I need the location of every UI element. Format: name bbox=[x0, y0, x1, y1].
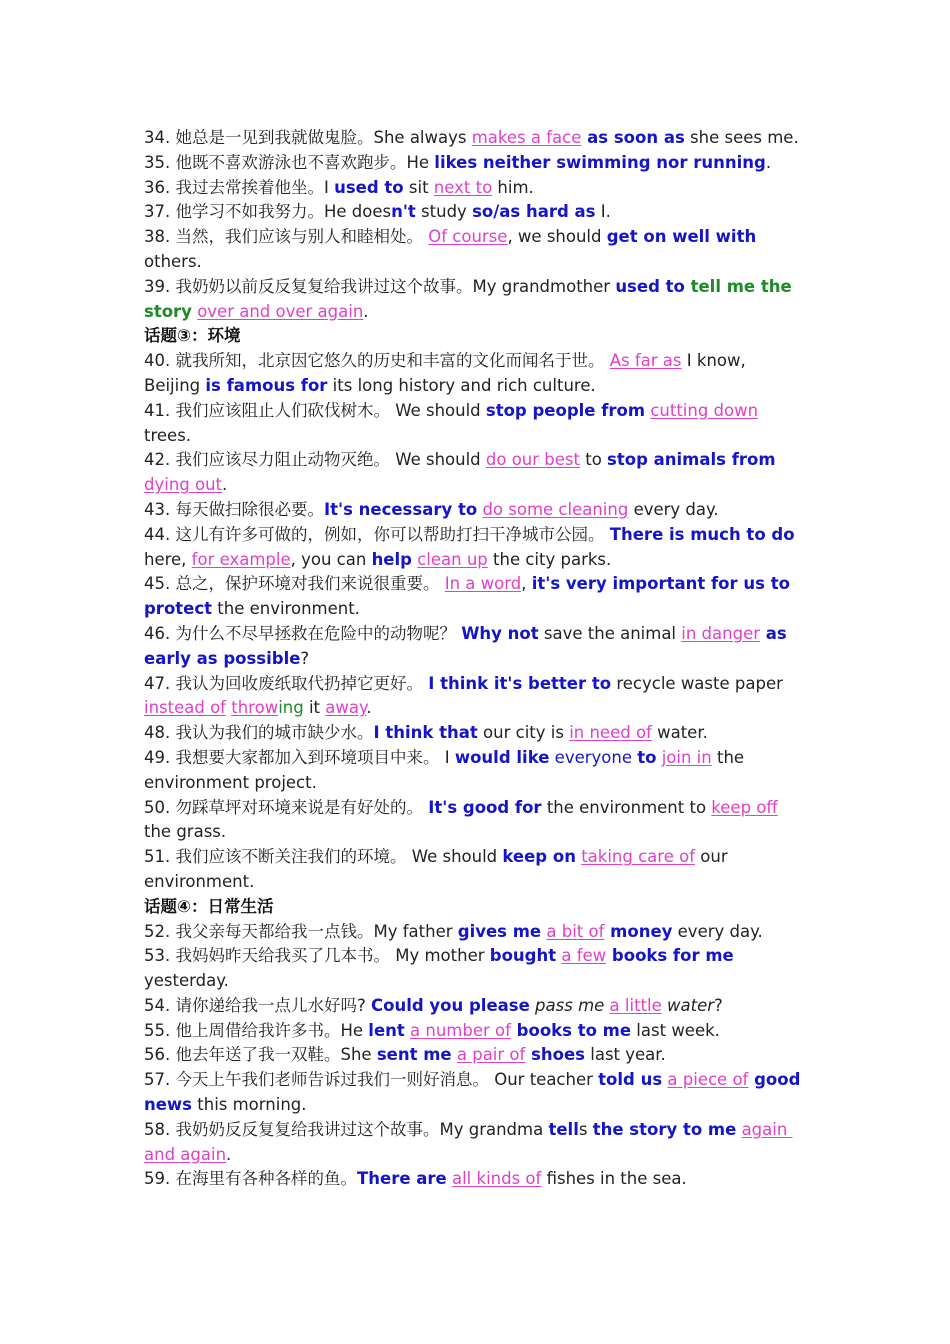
text-segment: . bbox=[226, 1144, 232, 1164]
text-segment: water bbox=[661, 995, 715, 1015]
text-segment: 58. 我奶奶反反复复给我讲过这个故事。My grandma bbox=[144, 1119, 549, 1139]
sentence-line bbox=[144, 746, 806, 796]
key-structure: gives me bbox=[457, 921, 542, 941]
text-segment: the environment to bbox=[541, 797, 712, 817]
text-segment: last week. bbox=[631, 1020, 720, 1040]
key-structure: books to me bbox=[510, 1020, 632, 1040]
phrase-highlight: keep off bbox=[711, 797, 778, 817]
phrase-highlight: in need of bbox=[569, 723, 652, 743]
text-segment: fishes in the sea. bbox=[541, 1169, 687, 1189]
text-segment: 39. 我奶奶以前反反复复给我讲过这个故事。My grandmother bbox=[144, 276, 616, 296]
sentence-line bbox=[144, 126, 806, 151]
text-segment: ? bbox=[714, 995, 723, 1015]
key-structure: sent me bbox=[376, 1045, 452, 1065]
text-segment: . bbox=[366, 698, 372, 718]
key-structure: n't bbox=[391, 202, 416, 222]
text-segment: him. bbox=[492, 177, 534, 197]
key-structure: Could you please bbox=[371, 995, 530, 1015]
phrase-highlight: a piece of bbox=[667, 1070, 749, 1090]
text-segment: 38. 当然，我们应该与别人和睦相处。 bbox=[144, 227, 429, 247]
key-structure: used to bbox=[615, 276, 685, 296]
text-segment: the city parks. bbox=[487, 549, 612, 569]
key-structure: There is much to do bbox=[609, 524, 795, 544]
text-segment: 34. 她总是一见到我就做鬼脸。She always bbox=[144, 128, 472, 147]
sentence-line bbox=[144, 1019, 806, 1044]
text-segment: 46. 为什么不尽早拯救在危险中的动物呢？ bbox=[144, 623, 462, 643]
text-segment: recycle waste paper bbox=[611, 673, 789, 693]
text-segment: 54. 请你递给我一点儿水好吗? bbox=[144, 995, 371, 1015]
text-segment: the environment. bbox=[212, 599, 360, 619]
phrase-highlight: cutting down bbox=[650, 400, 759, 420]
text-segment: to bbox=[579, 450, 608, 470]
text-segment: 52. 我父亲每天都给我一点钱。My father bbox=[144, 921, 458, 941]
key-structure: so/as hard as bbox=[472, 202, 596, 222]
text-segment: every day. bbox=[628, 499, 719, 519]
sentence-line bbox=[144, 796, 806, 846]
text-segment: 42. 我们应该尽力阻止动物灭绝。 We should bbox=[144, 450, 486, 470]
text-segment bbox=[776, 450, 781, 469]
key-structure: I think that bbox=[373, 723, 478, 743]
text-segment: our environment. bbox=[144, 847, 733, 891]
text-segment: pass me bbox=[529, 995, 610, 1015]
text-segment: 51. 我们应该不断关注我们的环境。 We should bbox=[144, 847, 503, 867]
text-segment: ing bbox=[278, 698, 304, 718]
section-heading bbox=[144, 895, 806, 920]
key-structure: used to bbox=[334, 177, 404, 197]
text-segment: 37. 他学习不如我努力。He does bbox=[144, 202, 392, 222]
phrase-highlight: all kinds of bbox=[451, 1169, 542, 1189]
key-structure: stop people from bbox=[485, 400, 646, 420]
text-segment: the environment project. bbox=[144, 747, 750, 792]
sentence-line bbox=[144, 1118, 806, 1168]
text-segment: yesterday. bbox=[144, 946, 739, 991]
phrase-highlight: a pair of bbox=[456, 1045, 526, 1065]
sentence-line bbox=[144, 994, 806, 1019]
sentence-line bbox=[144, 225, 806, 275]
key-structure: tell me the story bbox=[144, 276, 798, 321]
key-structure: It's good for bbox=[428, 797, 542, 817]
sentence-line bbox=[144, 448, 806, 498]
phrase-highlight: in danger bbox=[681, 623, 761, 643]
key-structure: stop animals from bbox=[607, 450, 776, 470]
sentence-line bbox=[144, 845, 806, 895]
text-segment: 话题④：日常生活 bbox=[144, 896, 274, 916]
key-structure: Why not bbox=[461, 623, 539, 643]
sentence-line bbox=[144, 920, 806, 945]
phrase-highlight: a little bbox=[609, 995, 662, 1015]
text-segment: I. bbox=[595, 202, 611, 222]
phrase-highlight: Of course bbox=[428, 227, 508, 247]
text-segment: last year. bbox=[585, 1045, 666, 1065]
key-structure: I think it's better to bbox=[428, 673, 612, 693]
sentence-line bbox=[144, 349, 806, 399]
key-structure: keep on bbox=[502, 847, 576, 867]
text-segment: this morning. bbox=[192, 1095, 307, 1115]
text-segment: 49. 我想要大家都加入到环境项目中来。 I bbox=[144, 747, 455, 767]
text-segment: 48. 我认为我们的城市缺少水。 bbox=[144, 723, 374, 743]
phrase-highlight: dying out bbox=[144, 475, 223, 495]
key-structure: help bbox=[371, 549, 412, 569]
key-structure: shoes bbox=[525, 1045, 585, 1065]
sentence-line bbox=[144, 151, 806, 176]
text-segment: it bbox=[303, 698, 326, 718]
phrase-highlight: away bbox=[325, 698, 367, 718]
sentence-line bbox=[144, 721, 806, 746]
text-segment: 45. 总之，保护环境对我们来说很重要。 bbox=[144, 574, 445, 594]
sentence-line bbox=[144, 944, 806, 994]
text-segment: trees. bbox=[144, 400, 764, 445]
text-segment: 47. 我认为回收废纸取代扔掉它更好。 bbox=[144, 673, 429, 693]
key-structure: tell bbox=[548, 1119, 579, 1139]
text-segment: our city is bbox=[477, 723, 570, 743]
text-segment: every day. bbox=[672, 921, 763, 941]
text-segment: 41. 我们应该阻止人们砍伐树木。 We should bbox=[144, 400, 486, 420]
phrase-highlight: again and again bbox=[144, 1119, 793, 1164]
text-segment: 56. 他去年送了我一双鞋。She bbox=[144, 1045, 377, 1065]
key-structure: would like bbox=[454, 747, 550, 767]
sentence-line bbox=[144, 523, 806, 573]
text-segment: 55. 他上周借给我许多书。He bbox=[144, 1020, 369, 1040]
phrase-highlight: do some cleaning bbox=[482, 499, 629, 519]
phrase-highlight: a bit of bbox=[546, 921, 605, 941]
key-structure: money bbox=[604, 921, 673, 941]
sentence-line bbox=[144, 1167, 806, 1192]
phrase-highlight: clean up bbox=[417, 549, 488, 569]
section-heading bbox=[144, 324, 806, 349]
phrase-highlight: a number of bbox=[410, 1020, 511, 1040]
text-segment: others. bbox=[144, 227, 762, 271]
text-segment: ? bbox=[300, 648, 310, 668]
text-segment: water. bbox=[651, 723, 708, 743]
text-segment: 35. 他既不喜欢游泳也不喜欢跑步。He bbox=[144, 152, 435, 172]
text-segment: she sees me. bbox=[684, 128, 799, 147]
text-segment: its long history and rich culture. bbox=[327, 375, 596, 395]
text-segment: s bbox=[578, 1119, 593, 1139]
sentence-line bbox=[144, 672, 806, 722]
phrase-highlight: join in bbox=[661, 747, 712, 767]
key-structure: There are bbox=[357, 1169, 447, 1189]
key-structure: good news bbox=[144, 1070, 807, 1115]
text-segment: I know, Beijing bbox=[144, 351, 751, 395]
text-segment: save the animal bbox=[538, 623, 682, 643]
key-structure: get on well with bbox=[606, 227, 757, 247]
document-page bbox=[144, 126, 806, 1192]
text-segment: , bbox=[521, 574, 532, 594]
sentence-line bbox=[144, 498, 806, 523]
key-structure: likes neither swimming nor running bbox=[434, 152, 766, 172]
key-structure: as soon as bbox=[581, 128, 685, 147]
sentence-line bbox=[144, 1068, 806, 1118]
phrase-highlight: do our best bbox=[485, 450, 580, 470]
phrase-highlight: In a word bbox=[444, 574, 522, 594]
sentence-line bbox=[144, 275, 806, 325]
phrase-highlight: taking care of bbox=[581, 847, 696, 867]
text-segment: . bbox=[222, 475, 228, 495]
sentence-line bbox=[144, 572, 806, 622]
key-structure: it's very important for us to protect bbox=[144, 574, 796, 619]
key-structure: to bbox=[637, 747, 657, 767]
phrase-highlight: As far as bbox=[609, 351, 682, 371]
text-segment: sit bbox=[403, 177, 434, 197]
text-segment: 59. 在海里有各种各样的鱼。 bbox=[144, 1169, 357, 1189]
text-segment: , you can bbox=[290, 549, 372, 569]
phrase-highlight: throw bbox=[231, 698, 279, 718]
sentence-line bbox=[144, 1043, 806, 1068]
key-structure: books for me bbox=[606, 946, 734, 966]
text-segment: 53. 我妈妈昨天给我买了几本书。 My mother bbox=[144, 946, 490, 966]
text-segment: 36. 我过去常挨着他坐。I bbox=[144, 177, 335, 197]
phrase-highlight: a few bbox=[561, 946, 607, 966]
text-segment: 43. 每天做扫除很必要。 bbox=[144, 499, 324, 519]
sentence-line bbox=[144, 176, 806, 201]
text-segment: here, bbox=[144, 524, 800, 569]
phrase-highlight: over and over again bbox=[197, 301, 364, 321]
text-segment: everyone bbox=[549, 747, 638, 767]
text-segment: 57. 今天上午我们老师告诉过我们一则好消息。 Our teacher bbox=[144, 1070, 599, 1090]
text-segment: study bbox=[415, 202, 473, 222]
text-segment: 44. 这儿有许多可做的，例如，你可以帮助打扫干净城市公园。 bbox=[144, 524, 610, 544]
text-segment: , we should bbox=[507, 227, 607, 247]
key-structure: It's necessary to bbox=[324, 499, 478, 519]
phrase-highlight: next to bbox=[433, 177, 493, 197]
phrase-highlight: instead of bbox=[144, 698, 226, 718]
text-segment: . bbox=[765, 152, 772, 172]
key-structure: the story to me bbox=[592, 1119, 737, 1139]
key-structure: lent bbox=[368, 1020, 405, 1040]
sentence-line bbox=[144, 399, 806, 449]
text-segment: the grass. bbox=[144, 797, 783, 842]
text-segment: 50. 勿踩草坪对环境来说是有好处的。 bbox=[144, 797, 429, 817]
key-structure: is famous for bbox=[205, 375, 328, 395]
text-segment: 40. 就我所知，北京因它悠久的历史和丰富的文化而闻名于世。 bbox=[144, 351, 610, 371]
sentence-line bbox=[144, 200, 806, 225]
text-segment: 话题③：环境 bbox=[144, 326, 241, 346]
key-structure: bought bbox=[489, 946, 557, 966]
phrase-highlight: for example bbox=[191, 549, 291, 569]
sentence-line bbox=[144, 622, 806, 672]
text-segment: . bbox=[363, 301, 369, 321]
key-structure: as early as possible bbox=[144, 623, 793, 668]
phrase-highlight: makes a face bbox=[471, 128, 582, 147]
key-structure: told us bbox=[598, 1070, 663, 1090]
